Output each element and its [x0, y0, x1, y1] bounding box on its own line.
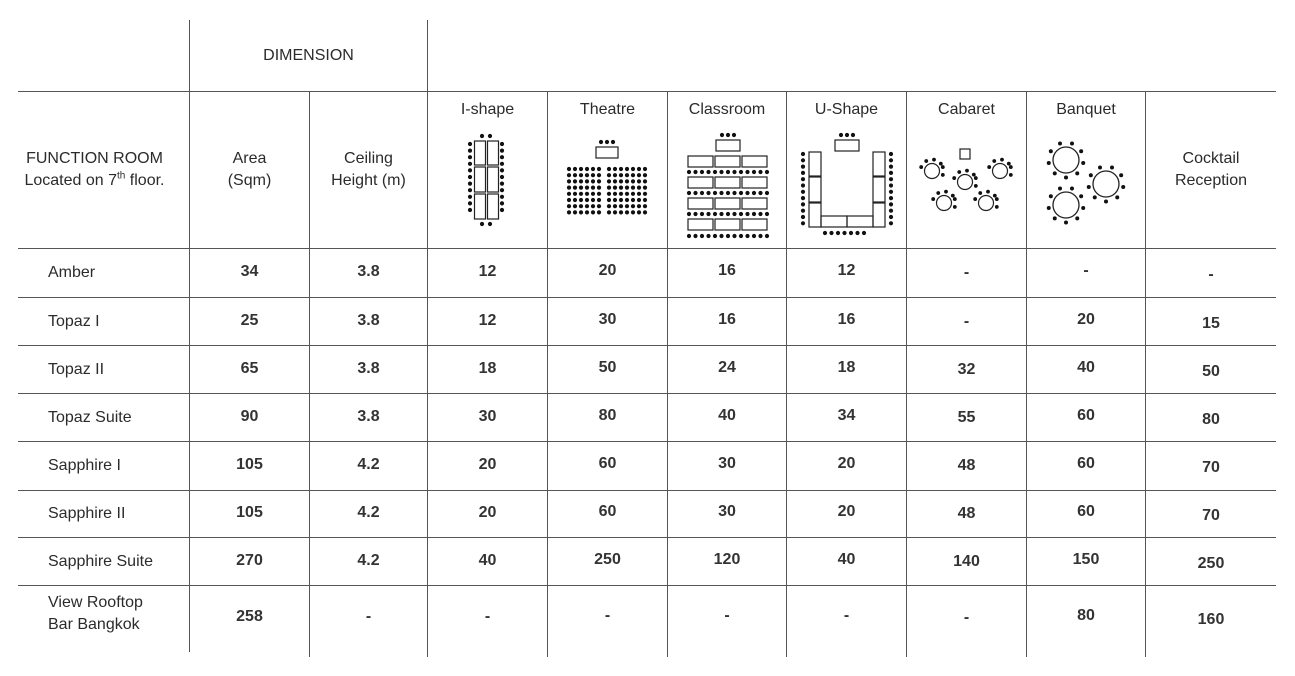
cabaret-layout-icon — [914, 138, 1018, 218]
cell-value: 15 — [1202, 314, 1220, 332]
table-cell — [190, 393, 309, 440]
room-name — [18, 491, 189, 537]
cell-value: 40 — [1077, 358, 1095, 376]
cell-value: - — [963, 312, 970, 330]
cell-value: 4.2 — [357, 456, 380, 473]
table-cell — [190, 297, 309, 344]
cell-value: 30 — [598, 310, 617, 328]
room-name-text: Sapphire Suite — [48, 552, 153, 570]
u-shape-layout-icon — [799, 130, 895, 238]
cell-value: 34 — [240, 263, 259, 280]
table-cell — [907, 538, 1026, 585]
banquet-layout-icon — [1042, 138, 1130, 228]
cell-value: 16 — [718, 310, 736, 328]
table-cell — [428, 248, 547, 296]
i-shape-label: I-shape — [460, 101, 515, 118]
cell-value: 270 — [236, 551, 263, 569]
table-cell — [548, 536, 667, 583]
table-cell — [310, 345, 427, 392]
cell-value: - — [963, 264, 970, 281]
banquet-header — [1027, 101, 1145, 123]
cocktail-label: Cocktail — [1182, 150, 1240, 167]
cell-value: 80 — [1202, 410, 1220, 428]
table-cell — [668, 584, 786, 648]
cell-value: 60 — [598, 455, 617, 472]
function-room-floor: Located on 7th floor. — [24, 170, 165, 189]
cell-value: 258 — [236, 608, 263, 625]
cell-value: 60 — [1077, 406, 1095, 424]
room-name — [18, 298, 189, 345]
i-shape-header — [428, 101, 547, 123]
table-cell — [787, 440, 906, 488]
cell-value: 18 — [478, 359, 497, 377]
function-room-title: FUNCTION ROOM — [26, 150, 163, 167]
area-label: Area — [232, 150, 267, 167]
table-cell — [548, 489, 667, 535]
table-cell — [428, 393, 547, 440]
cell-value: 18 — [837, 358, 856, 376]
table-cell — [668, 440, 786, 488]
table-cell — [310, 537, 427, 584]
cell-value: 140 — [953, 552, 980, 570]
area-unit: (Sqm) — [227, 172, 272, 189]
table-cell — [907, 586, 1026, 650]
room-name-line: Bar Bangkok — [48, 616, 140, 633]
table-cell — [907, 442, 1026, 490]
room-name-text: Sapphire II — [48, 505, 126, 522]
table-cell — [548, 392, 667, 439]
room-name — [18, 346, 189, 393]
i-shape-layout-icon — [466, 132, 510, 228]
ceiling-header — [310, 92, 427, 248]
dimension-header — [190, 20, 427, 91]
cell-value: 4.2 — [357, 504, 380, 521]
cell-value: 80 — [598, 406, 617, 424]
room-name-line: View Rooftop — [48, 594, 143, 611]
cell-value: 250 — [1197, 554, 1225, 572]
cell-value: 34 — [837, 406, 856, 424]
dimension-label: DIMENSION — [263, 46, 354, 64]
table-cell — [190, 537, 309, 584]
theatre-header — [548, 101, 667, 123]
table-cell — [668, 489, 786, 535]
cell-value: 20 — [837, 455, 856, 472]
cell-value: 12 — [478, 311, 497, 329]
table-cell — [428, 490, 547, 536]
table-cell — [548, 296, 667, 343]
cell-value: 20 — [478, 504, 497, 521]
cell-value: 32 — [957, 360, 976, 378]
table-cell — [1027, 344, 1145, 391]
room-name — [18, 538, 189, 585]
cell-value: 40 — [837, 550, 856, 568]
table-cell — [428, 297, 547, 344]
table-cell — [548, 440, 667, 488]
table-cell — [1146, 540, 1276, 587]
room-name-text: Topaz Suite — [48, 408, 132, 426]
table-cell — [1146, 348, 1276, 395]
cell-value: 3.8 — [357, 359, 380, 377]
table-cell — [1027, 489, 1145, 535]
classroom-header — [668, 101, 786, 123]
cell-value: 16 — [837, 310, 856, 328]
cell-value: 60 — [598, 503, 617, 520]
cell-value: 60 — [1077, 455, 1095, 472]
table-cell — [907, 346, 1026, 393]
table-cell — [668, 392, 786, 439]
cell-value: 105 — [236, 456, 263, 473]
table-cell — [1027, 392, 1145, 439]
banquet-label: Banquet — [1056, 101, 1116, 118]
cell-value: - — [724, 607, 730, 624]
table-cell — [907, 491, 1026, 537]
cell-value: 20 — [1077, 310, 1095, 328]
cell-value: 150 — [1072, 550, 1100, 568]
cell-value: 50 — [598, 358, 617, 376]
cocktail-header — [1146, 92, 1276, 248]
table-cell — [787, 344, 906, 391]
room-name-text: Sapphire I — [48, 457, 121, 474]
table-cell — [787, 489, 906, 535]
table-cell — [1027, 247, 1145, 295]
ceiling-unit: Height (m) — [331, 172, 406, 189]
cell-value: 40 — [478, 551, 497, 569]
cell-value: 12 — [837, 262, 856, 279]
cell-value: 20 — [478, 456, 497, 473]
cell-value: 70 — [1202, 459, 1220, 476]
cell-value: 3.8 — [357, 311, 380, 329]
table-cell — [310, 585, 427, 649]
cabaret-header — [907, 101, 1026, 123]
table-cell — [310, 393, 427, 440]
cell-value: 60 — [1077, 503, 1095, 520]
table-cell — [190, 490, 309, 536]
cell-value: 120 — [713, 550, 741, 568]
table-cell — [1027, 584, 1145, 648]
table-cell — [190, 585, 309, 649]
table-cell — [907, 298, 1026, 345]
classroom-label: Classroom — [688, 101, 766, 118]
room-name-text: Amber — [48, 264, 96, 281]
u-shape-header — [787, 101, 906, 123]
table-cell — [1146, 251, 1276, 299]
table-cell — [1146, 300, 1276, 347]
area-header — [190, 92, 309, 248]
cell-value: 3.8 — [357, 263, 380, 280]
function-room-header — [0, 92, 189, 248]
theatre-label: Theatre — [579, 101, 636, 118]
table-cell — [428, 537, 547, 584]
u-shape-label: U-Shape — [814, 101, 879, 118]
cell-value: 105 — [236, 504, 263, 521]
cell-value: 16 — [718, 262, 736, 279]
table-cell — [668, 247, 786, 295]
cell-value: 250 — [594, 550, 621, 568]
cell-value: 24 — [718, 358, 736, 376]
table-cell — [548, 584, 667, 648]
cell-value: - — [963, 609, 970, 626]
table-cell — [310, 490, 427, 536]
cell-value: - — [1208, 266, 1214, 283]
cell-value: 80 — [1077, 607, 1095, 624]
cell-value: 4.2 — [357, 551, 380, 569]
table-cell — [668, 296, 786, 343]
cell-value: 30 — [478, 407, 497, 425]
table-cell — [787, 584, 906, 648]
table-cell — [310, 441, 427, 489]
table-cell — [428, 441, 547, 489]
classroom-layout-icon — [686, 130, 770, 240]
cell-value: - — [484, 608, 491, 625]
table-cell — [190, 248, 309, 296]
table-cell — [1027, 440, 1145, 488]
cell-value: 48 — [957, 505, 976, 522]
cell-value: 70 — [1202, 507, 1220, 524]
cabaret-label: Cabaret — [938, 101, 995, 118]
cell-value: 20 — [837, 503, 856, 520]
room-name — [18, 442, 189, 490]
cocktail-sub-label: Reception — [1174, 172, 1248, 189]
cell-value: 30 — [718, 455, 736, 472]
cell-value: 25 — [240, 311, 259, 329]
cell-value: 48 — [957, 457, 976, 474]
cell-value: - — [843, 607, 850, 624]
table-cell — [190, 345, 309, 392]
table-cell — [310, 248, 427, 296]
table-cell — [548, 247, 667, 295]
table-cell — [1146, 493, 1276, 539]
table-cell — [1146, 444, 1276, 492]
cell-value: 20 — [598, 262, 617, 279]
cell-value: 90 — [240, 407, 259, 425]
cell-value: 50 — [1202, 362, 1220, 380]
cell-value: 65 — [240, 359, 259, 377]
room-name-text: Topaz II — [48, 360, 105, 378]
table-cell — [428, 585, 547, 649]
table-cell — [787, 296, 906, 343]
cell-value: 30 — [718, 503, 736, 520]
table-cell — [1027, 296, 1145, 343]
theatre-layout-icon — [566, 138, 650, 216]
room-name — [18, 582, 189, 646]
table-cell — [548, 344, 667, 391]
cell-value: 3.8 — [357, 407, 380, 425]
table-cell — [190, 441, 309, 489]
cell-value: 55 — [957, 408, 976, 426]
table-cell — [428, 345, 547, 392]
table-cell — [310, 297, 427, 344]
table-cell — [907, 249, 1026, 297]
cell-value: 12 — [478, 263, 497, 280]
cell-value: - — [1083, 262, 1089, 279]
room-name — [18, 249, 189, 297]
room-name-text: Topaz I — [48, 312, 100, 330]
table-cell — [1146, 396, 1276, 443]
room-name — [18, 394, 189, 441]
table-cell — [787, 392, 906, 439]
table-cell — [1146, 588, 1276, 652]
table-cell — [668, 344, 786, 391]
table-cell — [787, 247, 906, 295]
cell-value: 160 — [1197, 611, 1225, 628]
ceiling-label: Ceiling — [344, 150, 393, 167]
table-cell — [668, 536, 786, 583]
cell-value: - — [365, 608, 372, 625]
table-cell — [787, 536, 906, 583]
cell-value: 40 — [718, 406, 736, 424]
table-cell — [1027, 536, 1145, 583]
cell-value: - — [604, 607, 611, 624]
table-cell — [907, 394, 1026, 441]
